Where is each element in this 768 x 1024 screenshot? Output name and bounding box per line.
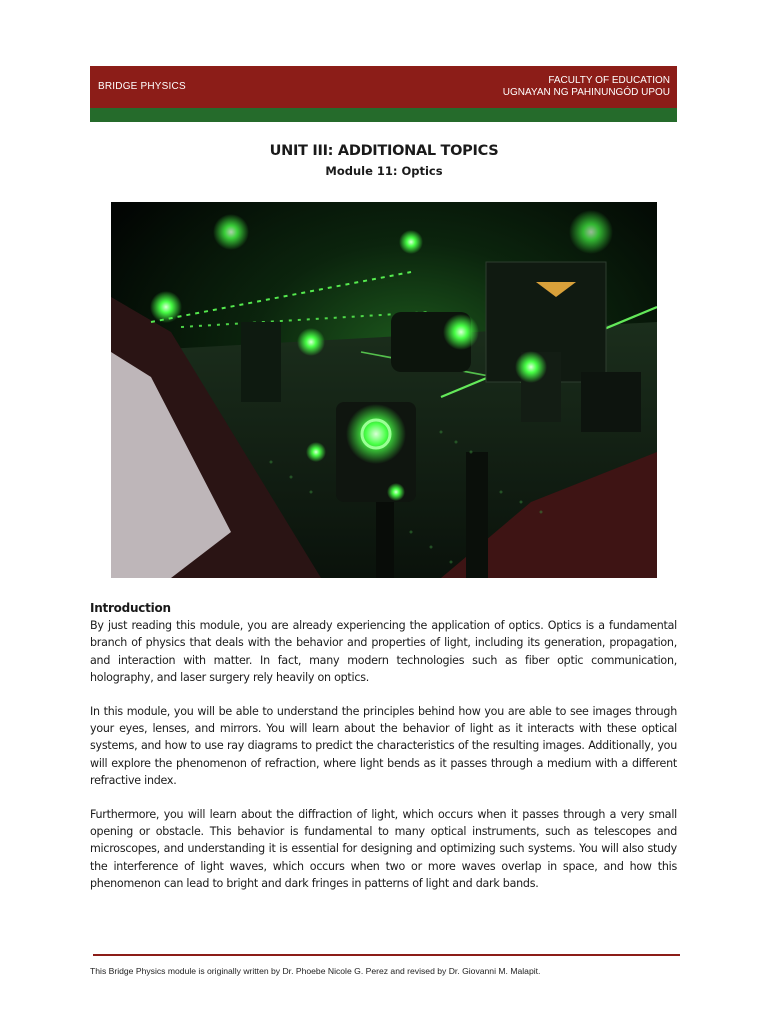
faculty-line-2: UGNAYAN NG PAHINUNGÓD UPOU [502,87,670,98]
intro-paragraph-1: By just reading this module, you are already experiencing the application of optics. Optics is a fundamental branch of physics that deals with the behavior and properties of light, including its generation, propagation, and interaction with matter. In fact, many modern technologies such as fiber optic communication, holography, and laser surgery rely heavily on optics. [90,619,677,684]
header-green-stripe [90,108,677,122]
introduction-heading: Introduction [90,601,171,615]
optics-photo-illustration [111,202,657,578]
faculty-label [503,75,670,99]
module-title: Module 11: Optics [325,164,443,178]
optics-laser-photo [111,202,657,578]
header-band [90,66,677,108]
footer-credit: This Bridge Physics module is originally written by Dr. Phoebe Nicole G. Perez and revised by Dr. Giovanni M. Malapit. [90,966,541,976]
intro-paragraph-2: In this module, you will be able to understand the principles behind how you are able to see images through your eyes, lenses, and mirrors. You will learn about the behavior of light as it interacts with these optical systems, and how to use ray diagrams to predict the characteristics of the resulting images. Additionally, you will explore the phenomenon of refraction, where light bends as it passes through a medium with a different refractive index. [90,705,677,787]
intro-paragraph-3: Furthermore, you will learn about the diffraction of light, which occurs when it passes through a very small opening or obstacle. This behavior is fundamental to many optical instruments, such as telescopes and microscopes, and understanding it is essential for designing and optimizing such systems. You will also study the interference of light waves, which occurs when two or more waves overlap in space, and how this phenomenon can lead to bright and dark fringes in patterns of light and dark bands. [90,808,677,890]
footer-divider [93,954,680,956]
course-name: BRIDGE PHYSICS [98,81,186,92]
introduction-section [90,600,677,909]
unit-title: UNIT III: ADDITIONAL TOPICS [269,143,499,159]
faculty-line-1: FACULTY OF EDUCATION [548,75,670,86]
